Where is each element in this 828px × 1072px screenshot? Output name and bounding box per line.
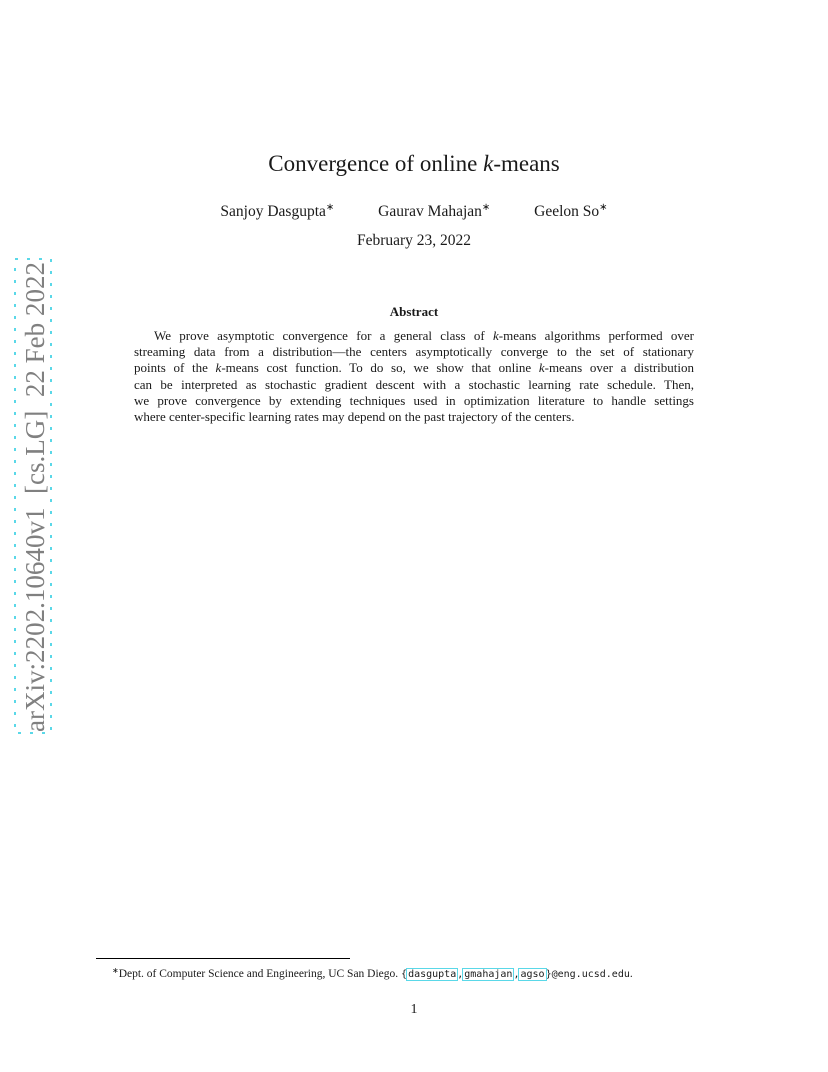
author-name: Gaurav Mahajan (378, 203, 482, 220)
arxiv-stamp[interactable] (14, 258, 52, 734)
abstract-heading: Abstract (389, 304, 439, 319)
paper-date: February 23, 2022 (356, 232, 472, 249)
footnote-text: Dept. of Computer Science and Engineering, UC San Diego. (118, 968, 402, 980)
page-number: 1 (410, 1002, 418, 1017)
author-footnote-mark[interactable]: ∗ (599, 202, 608, 213)
author-name: Geelon So (534, 203, 600, 220)
footnote-brace-close: } (545, 969, 552, 980)
footnote-end: . (629, 968, 633, 980)
author-2 (378, 198, 490, 222)
email-link-agso[interactable]: agso (520, 969, 545, 980)
arxiv-stamp-text: arXiv:2202.10640v1 [cs.LG] 22 Feb 2022 (20, 262, 50, 732)
abstract-line: points of the k-means cost function. To do so, we show that online k-means over a distribution (134, 360, 694, 376)
email-link-gmahajan[interactable]: gmahajan (464, 969, 513, 980)
abstract-line: We prove asymptotic convergence for a general class of k-means algorithms performed over (154, 328, 694, 343)
author-footnote-mark[interactable]: ∗ (481, 202, 491, 213)
footnote-rule (96, 958, 350, 959)
abstract-body (134, 328, 694, 425)
footnote: ∗Dept. of Computer Science and Engineering, UC San Diego. {dasgupta,gmahajan,agso}@eng.ucsd.edu. (112, 966, 633, 980)
title-text-before: Convergence of online (268, 151, 484, 176)
abstract-line: we prove convergence by extending techniques used in optimization literature to handle settings (134, 392, 694, 408)
author-1 (220, 198, 334, 222)
email-link-dasgupta[interactable]: dasgupta (408, 969, 457, 980)
paper-title (0, 150, 828, 178)
author-name: Sanjoy Dasgupta (220, 203, 326, 220)
author-list (0, 198, 828, 222)
arxiv-stamp-graphic (14, 258, 52, 734)
abstract-line: can be interpreted as stochastic gradient descent with a stochastic learning rate schedule. Then, (134, 376, 694, 392)
author-footnote-mark[interactable]: ∗ (325, 202, 335, 213)
title-text-after: -means (493, 151, 560, 176)
abstract-line: streaming data from a distribution—the centers asymptotically converge to the set of stationary (134, 344, 694, 360)
author-3 (534, 198, 607, 222)
footnote-brace-open: { (401, 969, 408, 980)
footnote-email-domain: @eng.ucsd.edu (551, 969, 630, 980)
footnote-mark: ∗ (112, 966, 119, 975)
title-text-italic: k (483, 151, 494, 176)
abstract-line: where center-specific learning rates may depend on the past trajectory of the centers. (134, 409, 575, 425)
